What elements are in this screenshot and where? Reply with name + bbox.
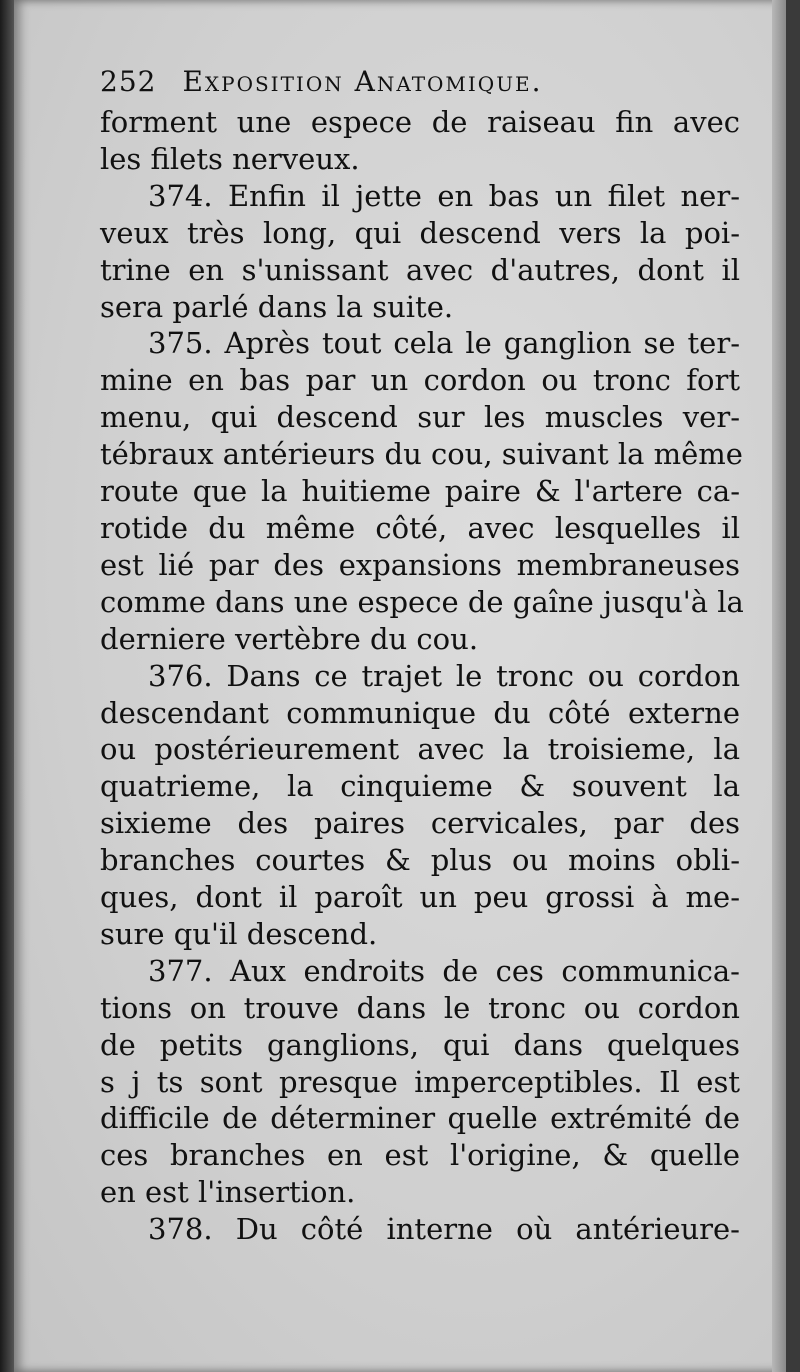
text-line: ces branches en est l'origine, & quelle [100, 1138, 740, 1173]
body-text [100, 104, 744, 1248]
text-line: 374. Enfin il jette en bas un filet ner- [148, 178, 740, 213]
text-line: 378. Du côté interne où antérieure- [148, 1212, 740, 1247]
text-line: descendant communique du côté externe [100, 695, 740, 730]
running-title: Exposition Anatomique. [182, 65, 543, 98]
text-line: de petits ganglions, qui dans quelques [100, 1027, 740, 1062]
text-line: les filets nerveux. [100, 141, 360, 176]
text-line: mine en bas par un cordon ou tronc fort [100, 363, 740, 398]
text-line: sera parlé dans la suite. [100, 289, 454, 324]
text-line: veux très long, qui descend vers la poi- [100, 215, 740, 250]
text-line: sixieme des paires cervicales, par des [100, 806, 740, 841]
text-line: derniere vertèbre du cou. [100, 621, 479, 656]
page-number: 252 [100, 65, 157, 98]
text-line: quatrieme, la cinquieme & souvent la [100, 769, 740, 804]
book-spine-shadow [0, 0, 14, 1372]
running-header [100, 64, 740, 104]
text-line: forment une espece de raiseau fin avec [100, 105, 740, 139]
text-line: est lié par des expansions membraneuses [100, 547, 740, 582]
text-line: sure qu'il descend. [100, 916, 378, 951]
text-line: comme dans une espece de gaîne jusqu'à la [100, 584, 744, 619]
page-edge [772, 0, 786, 1372]
page-text [100, 64, 744, 1248]
text-line: branches courtes & plus ou moins obli- [100, 843, 740, 878]
text-line: 377. Aux endroits de ces communica- [148, 953, 740, 988]
text-line: tions on trouve dans le tronc ou cordon [100, 990, 740, 1025]
text-line: 376. Dans ce trajet le tronc ou cordon [148, 658, 740, 693]
text-line: menu, qui descend sur les muscles ver- [100, 400, 740, 435]
text-line: route que la huitieme paire & l'artere ca- [100, 474, 740, 509]
text-line: 375. Après tout cela le ganglion se ter- [148, 326, 740, 361]
text-line: en est l'insertion. [100, 1175, 356, 1210]
text-line: difficile de déterminer quelle extrémité de [100, 1101, 740, 1136]
text-line: trine en s'unissant avec d'autres, dont il [100, 252, 740, 287]
text-line: s j ts sont presque imperceptibles. Il est [100, 1064, 740, 1099]
text-line: rotide du même côté, avec lesquelles il [100, 510, 740, 545]
text-line: ques, dont il paroît un peu grossi à me- [100, 880, 740, 915]
text-line: tébraux antérieurs du cou, suivant la même [100, 437, 743, 472]
text-line: ou postérieurement avec la troisieme, la [100, 732, 740, 767]
